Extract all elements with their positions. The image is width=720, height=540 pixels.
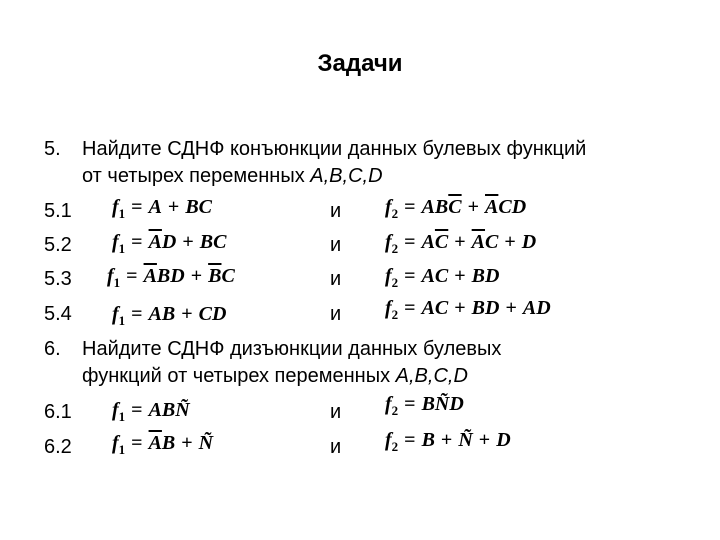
item-label-5-1: 5.1 bbox=[44, 200, 72, 222]
task-6-number: 6. bbox=[44, 338, 61, 360]
formula-5-1-f1: $f_1 = A$ + BC bbox=[112, 196, 213, 221]
formula-5-2-f2: $f_2 = A\overline{C} + \overline{A}C + D$ bbox=[385, 231, 537, 256]
item-label-5-2: 5.2 bbox=[44, 234, 72, 256]
and-word-5-2: и bbox=[330, 234, 342, 256]
and-word-5-3: и bbox=[330, 268, 342, 290]
and-word-5-1: и bbox=[330, 200, 342, 222]
formula-5-2-f1: $f_1 = \overline{A}D$ + BC bbox=[112, 231, 227, 256]
formula-5-4-f1: $f_1$ = AB + CD bbox=[112, 303, 227, 328]
item-label-5-3: 5.3 bbox=[44, 268, 72, 290]
task-5-line-2 bbox=[82, 164, 383, 188]
formula-5-4-f2: $f_2$ = AC + BD + AD bbox=[385, 297, 551, 322]
slide-title: Задачи bbox=[317, 50, 403, 77]
formula-6-1-f2: $f_2$ = BÑD bbox=[385, 393, 464, 418]
formula-5-1-f2: $f_2 = AB\overline{C} + \overline{A}CD$ bbox=[385, 196, 527, 221]
item-label-6-1: 6.1 bbox=[44, 401, 72, 423]
task-5-line-1: Найдите СДНФ конъюнкции данных булевых функций bbox=[82, 138, 587, 160]
formula-6-1-f1: $f_1$ = ABÑ bbox=[112, 399, 190, 424]
formula-6-2-f1: $f_1 = \overline{A}B$ + Ñ bbox=[112, 432, 214, 457]
and-word-5-4: и bbox=[330, 303, 342, 325]
task-6-line-1: Найдите СДНФ дизъюнкции данных булевых bbox=[82, 338, 502, 360]
task-6-line-2-text: функций от четырех переменных bbox=[82, 365, 396, 387]
and-word-6-1: и bbox=[330, 401, 342, 423]
task-5-vars: A,B,C,D bbox=[310, 165, 383, 187]
item-label-6-2: 6.2 bbox=[44, 436, 72, 458]
task-5-number: 5. bbox=[44, 138, 61, 160]
item-label-5-4: 5.4 bbox=[44, 303, 72, 325]
task-5-line-2-text: от четырех переменных bbox=[82, 165, 311, 187]
task-6-vars: A,B,C,D bbox=[395, 365, 468, 387]
and-word-6-2: и bbox=[330, 436, 342, 458]
task-6-line-2 bbox=[82, 364, 468, 388]
formula-6-2-f2: $f_2 = B$ + Ñ + D bbox=[385, 429, 511, 454]
formula-5-3-f2: $f_2$ = AC + BD bbox=[385, 265, 500, 290]
formula-5-3-f1: $f_1 = \overline{A}BD + \overline{B}C$ bbox=[107, 265, 235, 290]
